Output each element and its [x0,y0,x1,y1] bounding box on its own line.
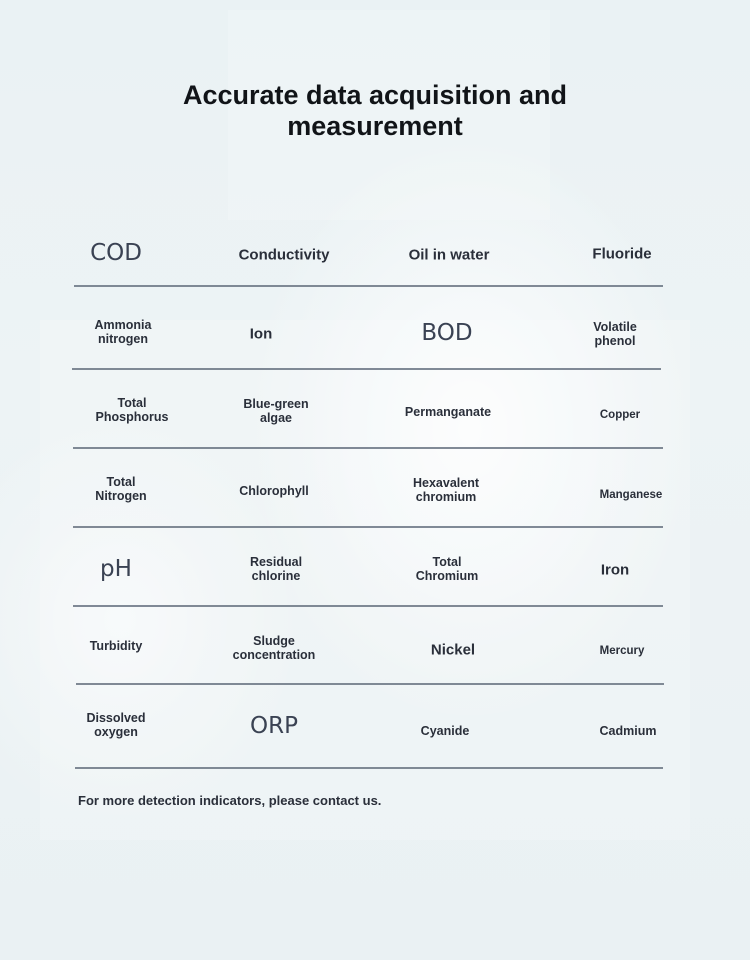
indicator-ammonia-nitrogen: Ammonia nitrogen [94,318,152,346]
indicator-residual-chlorine: Residual chlorine [249,555,303,583]
title-line-2: measurement [287,111,463,141]
indicator-total-chromium: Total Chromium [415,555,479,583]
table-divider [75,767,663,769]
table-divider [72,368,661,370]
table-divider [73,605,663,607]
table-divider [73,526,663,528]
indicator-dissolved-oxygen: Dissolved oxygen [86,711,146,739]
indicator-sludge-concentration: Sludge concentration [232,634,316,662]
indicator-fluoride: Fluoride [592,245,652,263]
indicator-iron: Iron [600,561,630,579]
indicator-turbidity: Turbidity [89,639,143,653]
indicator-permanganate: Permanganate [404,405,492,419]
indicator-orp: ORP [250,713,298,739]
indicator-cadmium: Cadmium [599,724,657,738]
contact-note: For more detection indicators, please contact us. [78,793,382,808]
indicator-bod: BOD [421,320,473,346]
indicator-conductivity: Conductivity [238,246,330,264]
indicator-chlorophyll: Chlorophyll [239,484,309,498]
indicator-volatile-phenol: Volatile phenol [593,320,637,348]
indicator-manganese: Manganese [599,489,663,501]
table-divider [74,285,663,287]
indicator-ph: pH [100,556,132,582]
indicator-cyanide: Cyanide [420,724,470,738]
table-divider [76,683,664,685]
indicator-cod: COD [90,240,142,266]
table-divider [73,447,663,449]
indicator-total-nitrogen: Total Nitrogen [95,475,147,503]
indicator-oil-in-water: Oil in water [408,246,490,264]
indicator-ion: Ion [249,325,273,343]
title-line-1: Accurate data acquisition and [182,80,568,110]
indicator-total-phosphorus: Total Phosphorus [95,396,169,424]
indicator-copper: Copper [599,409,641,421]
indicator-hexavalent-chromium: Hexavalent chromium [412,476,480,504]
indicator-blue-green-algae: Blue-green algae [243,397,309,425]
indicator-nickel: Nickel [430,641,476,659]
indicator-mercury: Mercury [599,645,645,657]
